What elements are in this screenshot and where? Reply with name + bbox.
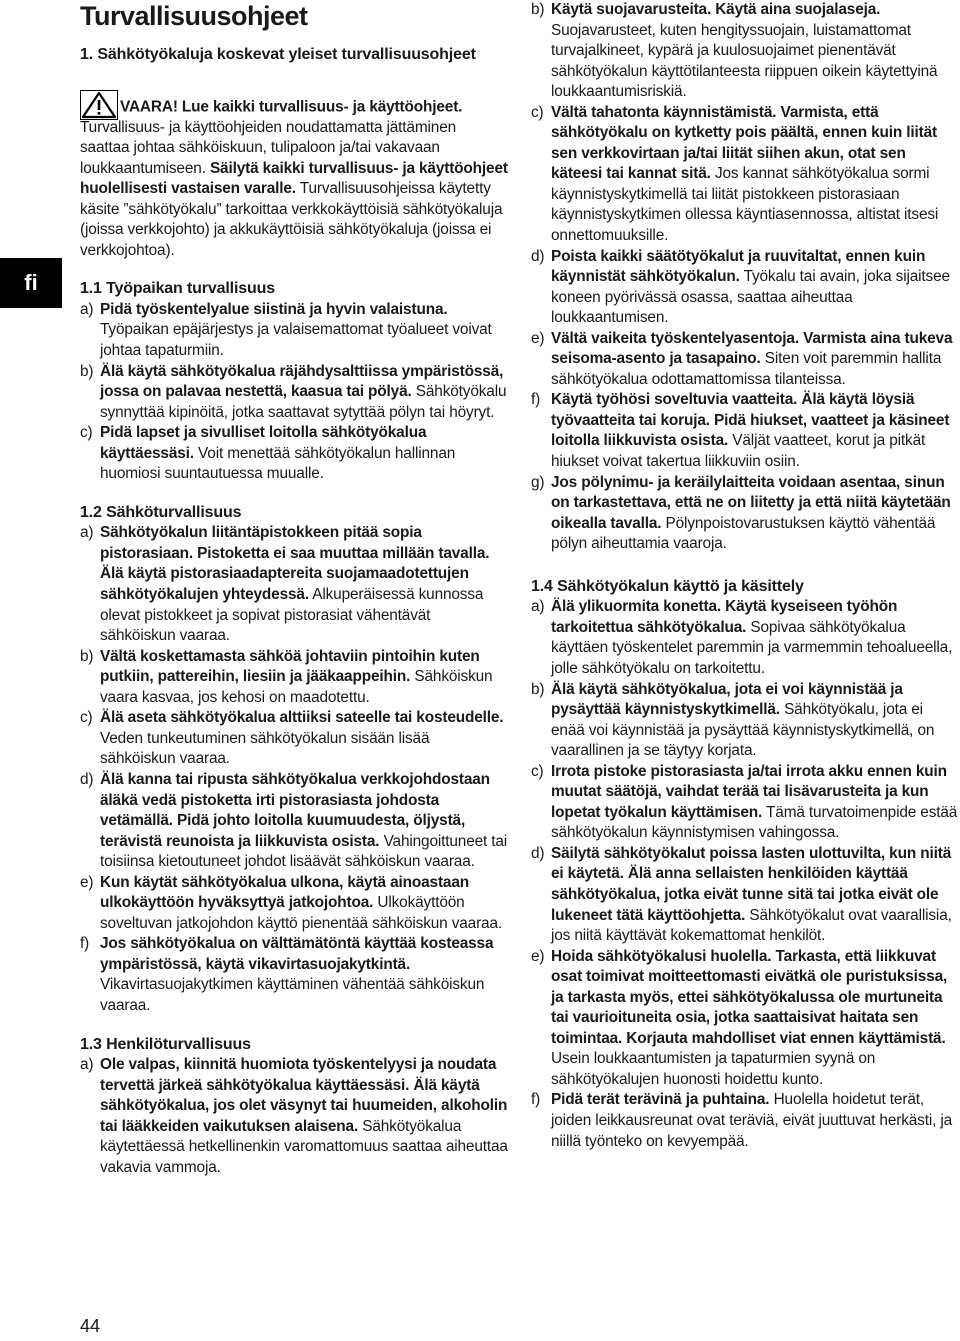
item-bold-text: Pidä työskentelyalue siistinä ja hyvin valaistuna. (100, 300, 448, 318)
list-item (531, 0, 958, 103)
item-label: a) (80, 300, 94, 318)
item-text (551, 597, 958, 679)
item-label: b) (531, 1, 545, 18)
list-item (80, 300, 508, 362)
item-text (551, 762, 958, 844)
item-bold-text: Vältä vaikeita työskentelyasentoja. Varmista aina tukeva seisoma-asento ja tasapaino. (551, 329, 953, 368)
item-bold-text: Käytä työhösi soveltuvia vaatteita. Älä käytä löysiä työvaatteita tai koruja. Pidä hiukset, vaatteet ja käsineet loitolla liikkuvista osista. (551, 391, 950, 450)
section-1-2-list (80, 523, 508, 1016)
item-normal-text: Työpaikan epäjärjestys ja valaisemattomat työalueet voivat johtaa tapaturmiin. (100, 321, 492, 360)
list-item (80, 362, 508, 424)
item-label: d) (80, 770, 94, 788)
item-label: e) (531, 329, 545, 347)
item-label: f) (80, 935, 90, 953)
item-bold-text: Älä aseta sähkötyökalua alttiiksi sateelle tai kosteudelle. (100, 709, 504, 727)
item-bold-text: Pidä lapset ja sivulliset loitolla sähkötyökalua käyttäessäsi. (100, 424, 427, 462)
list-item (80, 934, 508, 1016)
section-1-1-title: 1.1 Työpaikan turvallisuus (80, 280, 275, 298)
list-item (531, 247, 958, 329)
list-item (531, 103, 958, 247)
item-label: e) (531, 947, 545, 965)
item-text (551, 329, 958, 391)
intro-text-1: Turvallisuus- ja käyttöohjeiden noudattamatta jättäminen saattaa johtaa sähköiskuun, tulipaloon ja/tai vakavaan loukkaantumiseen. (80, 118, 457, 177)
item-text (551, 103, 958, 247)
list-item (531, 762, 958, 844)
item-normal-text: Sopivaa sähkötyökalua käyttäen työskentelet paremmin ja varmemmin tehoalueella, jolle sähkötyökalu on tarkoitettu. (551, 618, 953, 677)
item-text (100, 770, 508, 873)
item-bold-text: Jos sähkötyökalua on välttämätöntä käyttää kosteassa ympäristössä, käytä vikavirtasuojakytkintä. (100, 935, 494, 973)
item-bold-text: Pidä terät terävinä ja puhtaina. (551, 1091, 770, 1109)
item-label: c) (80, 424, 93, 442)
section-1-4-list (531, 597, 958, 1152)
list-item (531, 390, 958, 472)
item-text (100, 647, 508, 709)
item-normal-text: Usein loukkaantumisten ja tapaturmien syynä on sähkötyökalujen huonosti hoidettu kunto. (551, 1050, 876, 1088)
item-text (551, 247, 958, 329)
intro-bold-1: Säilytä kaikki turvallisuus- ja käyttöohjeet huolellisesti vastaisen varalle. (80, 159, 508, 198)
list-item (80, 1055, 508, 1178)
item-text (100, 523, 508, 646)
item-bold-text: Älä kanna tai ripusta sähkötyökalua verkkojohdostaan äläkä vedä pistoketta irti pistorasiasta johdosta vetämällä. Pidä johto loitolla kuumuudesta, öljystä, terävistä reunoista ja liikkuvista osista. (100, 770, 490, 850)
warning-label: VAARA! Lue kaikki turvallisuus- ja käyttöohjeet. (120, 98, 463, 115)
item-normal-text: Tämä turvatoimenpide estää sähkötyökalun käynnistymisen vahingossa. (551, 803, 958, 842)
item-label: f) (531, 1091, 541, 1109)
item-normal-text: Sähkötyökalu, jota ei enää voi käynnistää ja pysäyttää käynnistyskytkimellä, on vaarallinen ja se täytyy korjata. (551, 701, 935, 760)
item-normal-text: Siten voit paremmin hallita sähkötyökalua odottamattomissa tilanteissa. (551, 350, 942, 388)
item-text (551, 390, 958, 472)
item-text (100, 934, 508, 1016)
section-1-1-list (80, 300, 508, 485)
section-1-3-list (80, 1055, 508, 1178)
item-label: c) (80, 709, 93, 727)
list-item (531, 947, 958, 1091)
item-label: d) (531, 247, 545, 265)
item-normal-text: Pölynpoistovarustuksen käyttö vähentää pölyn aiheuttamia vaaroja. (551, 514, 936, 553)
item-normal-text: Suojavarusteet, kuten hengityssuojain, luistamattomat turvajalkineet, kypärä ja kuulosuojaimet pienentävät sähkötyökalun käyttötilanteesta riippuen oikein käytettyinä loukkaantumisriskiä. (551, 21, 938, 101)
item-normal-text: Huolella hoidetut terät, joiden leikkausreunat ovat teräviä, eivät juuttuvat herkästi, ja niillä työnteko on kevyempää. (551, 1091, 953, 1150)
language-tab: fi (0, 258, 62, 308)
item-text (551, 0, 958, 103)
item-bold-text: Säilytä sähkötyökalut poissa lasten ulottuvilta, kun niitä ei käytetä. Älä anna sellaisten henkilöiden käyttää sähkötyökalua, jotka eivät tunne sitä tai jotka eivät ole lukeneet tätä käyttöohjetta. (551, 844, 952, 924)
item-label: c) (531, 762, 544, 780)
item-normal-text: Sähköiskun vaara kasvaa, jos kehosi on maadotettu. (100, 668, 493, 706)
list-item (80, 873, 508, 935)
section-1-2-title: 1.2 Sähköturvallisuus (80, 503, 242, 521)
item-label: b) (531, 680, 545, 698)
item-bold-text: Käytä suojavarusteita. Käytä aina suojalaseja. (551, 1, 881, 18)
item-text (100, 362, 508, 424)
item-text (551, 844, 958, 947)
item-bold-text: Älä käytä sähkötyökalua räjähdysalttiissa ympäristössä, jossa on palavaa nestettä, kaasua tai pölyä. (100, 362, 504, 401)
item-bold-text: Sähkötyökalun liitäntäpistokkeen pitää sopia pistorasiaan. Pistoketta ei saa muuttaa millään tavalla. Älä käytä pistorasiaadaptereita suojamaadotettujen sähkötyökalujen yhteydessä. (100, 524, 490, 604)
section-1-4-title: 1.4 Sähkötyökalun käyttö ja käsittely (531, 577, 804, 595)
item-bold-text: Älä käytä sähkötyökalua, jota ei voi käynnistää ja pysäyttää käynnistyskytkimellä. (551, 680, 903, 719)
list-item (80, 647, 508, 709)
item-label: a) (80, 1056, 94, 1074)
item-label: a) (531, 598, 545, 616)
page-number: 44 (80, 1316, 101, 1336)
page-title: Turvallisuusohjeet (80, 1, 308, 31)
item-text (100, 300, 508, 362)
intro-text-2: Turvallisuusohjeissa käytetty käsite ”sähkötyökalu” tarkoittaa verkkokäyttöisiä sähkötyökaluja (joissa verkkojohto) ja akkukäyttöisiä sähkötyökaluja (joissa ei verkkojohtoa). (80, 180, 503, 259)
item-label: e) (80, 873, 94, 891)
item-normal-text: Alkuperäisessä kunnossa olevat pistokkeet ja sopivat pistorasiat vähentävät sähköiskun vaaraa. (100, 586, 484, 645)
item-text (551, 473, 958, 555)
warning-icon (80, 90, 118, 120)
item-bold-text: Vältä koskettamasta sähköä johtaviin pintoihin kuten putkiin, pattereihin, liesiin ja jääkaappeihin. (100, 647, 480, 686)
item-label: d) (531, 844, 545, 862)
list-item (80, 523, 508, 646)
section-1-3-title: 1.3 Henkilöturvallisuus (80, 1035, 251, 1053)
list-item (531, 473, 958, 555)
item-normal-text: Väljät vaatteet, korut ja pitkät hiukset voivat takertua liikkuviin osiin. (551, 432, 926, 471)
item-bold-text: Älä ylikuormita konetta. Käytä kyseiseen työhön tarkoitettua sähkötyökalua. (551, 598, 898, 636)
section-1-3-list-continued (531, 0, 958, 555)
intro-block (80, 90, 508, 262)
item-normal-text: Sähkötyökalu synnyttää kipinöitä, jotka saattavat sytyttää pölyn tai höyryt. (100, 383, 507, 421)
item-label: b) (80, 362, 94, 380)
item-bold-text: Kun käytät sähkötyökalua ulkona, käytä ainoastaan ulkokäyttöön hyväksyttyä jatkojohtoa. (100, 873, 469, 912)
list-item (531, 680, 958, 762)
item-normal-text: Vahingoittuneet tai toisiinsa kietoutuneet johdot lisäävät sähköiskun vaaraa. (100, 832, 508, 871)
item-normal-text: Voit menettää sähkötyökalun hallinnan huomiosi suuntautuessa muualle. (100, 444, 456, 483)
item-normal-text: Jos kannat sähkötyökalua sormi käynnistyskytkimellä tai liität pistokkeen pistorasiaan käynnistyskytkimen ollessa käyntiasennossa, altistat itsesi onnettomuuksille. (551, 165, 939, 245)
item-normal-text: Ulkokäyttöön soveltuvan jatkojohdon käyttö pienentää sähköiskun vaaraa. (100, 894, 502, 932)
item-label: b) (80, 647, 94, 665)
item-text (100, 708, 508, 770)
list-item (531, 597, 958, 679)
item-bold-text: Jos pölynimu- ja keräilylaitteita voidaan asentaa, sinun on tarkastettava, että ne on liitetty ja että niitä käytetään oikealla tavalla. (551, 473, 951, 532)
item-normal-text: Työkalu tai avain, joka sijaitsee koneen pyörivässä osassa, saattaa aiheuttaa loukkaantumisen. (551, 268, 950, 327)
item-label: a) (80, 524, 94, 542)
list-item (531, 1090, 958, 1152)
list-item (531, 329, 958, 391)
section-1-title: 1. Sähkötyökaluja koskevat yleiset turvallisuusohjeet (80, 46, 476, 63)
item-text (100, 423, 508, 485)
item-normal-text: Veden tunkeutuminen sähkötyökalun sisään lisää sähköiskun vaaraa. (100, 729, 430, 768)
item-normal-text: Sähkötyökalut ovat vaarallisia, jos niitä käyttävät kokemattomat henkilöt. (551, 906, 952, 945)
item-bold-text: Poista kaikki säätötyökalut ja ruuvitaltat, ennen kuin käynnistät sähkötyökalun. (551, 247, 926, 286)
item-label: g) (531, 473, 545, 491)
item-bold-text: Vältä tahatonta käynnistämistä. Varmista, että sähkötyökalu on kytketty pois päältä, ennen kuin liität sen verkkovirtaan ja/tai liität siihen akun, otat sen käteesi tai kannat sitä. (551, 103, 938, 183)
item-text (551, 1090, 958, 1152)
item-bold-text: Irrota pistoke pistorasiasta ja/tai irrota akku ennen kuin muutat säätöjä, vaihdat terää tai lisävarusteita ja kun lopetat työkalun käyttämisen. (551, 762, 947, 821)
list-item (80, 770, 508, 873)
item-label: c) (531, 103, 544, 121)
item-text (551, 680, 958, 762)
list-item (80, 708, 508, 770)
item-label: f) (531, 391, 541, 409)
list-item (80, 423, 508, 485)
list-item (531, 844, 958, 947)
left-column (80, 0, 508, 1178)
item-normal-text: Sähkötyökalua käytettäessä hetkellinenkin varomattomuus saattaa aiheuttaa vakavia vammoja. (100, 1117, 508, 1176)
item-text (551, 947, 958, 1091)
item-bold-text: Hoida sähkötyökalusi huolella. Tarkasta, että liikkuvat osat toimivat moitteettomasti eivätkä ole puristuksissa, ja tarkasta myös, ettei sähkötyökalussa ole murtuneita tai vaurioituneita osia, jotka saattaisivat haitata sen toimintaa. Korjauta mahdolliset viat ennen käyttämistä. (551, 947, 948, 1047)
item-text (100, 1055, 508, 1178)
right-column (531, 0, 958, 1152)
item-text (100, 873, 508, 935)
item-normal-text: Vikavirtasuojakytkimen käyttäminen vähentää sähköiskun vaaraa. (100, 976, 485, 1014)
item-bold-text: Ole valpas, kiinnitä huomiota työskentelyysi ja noudata tervettä järkeä sähkötyökalua käyttäessäsi. Älä käytä sähkötyökalua, jos olet väsynyt tai huumeiden, alkoholin tai lääkkeiden vaikutuksen alaisena. (100, 1056, 508, 1135)
